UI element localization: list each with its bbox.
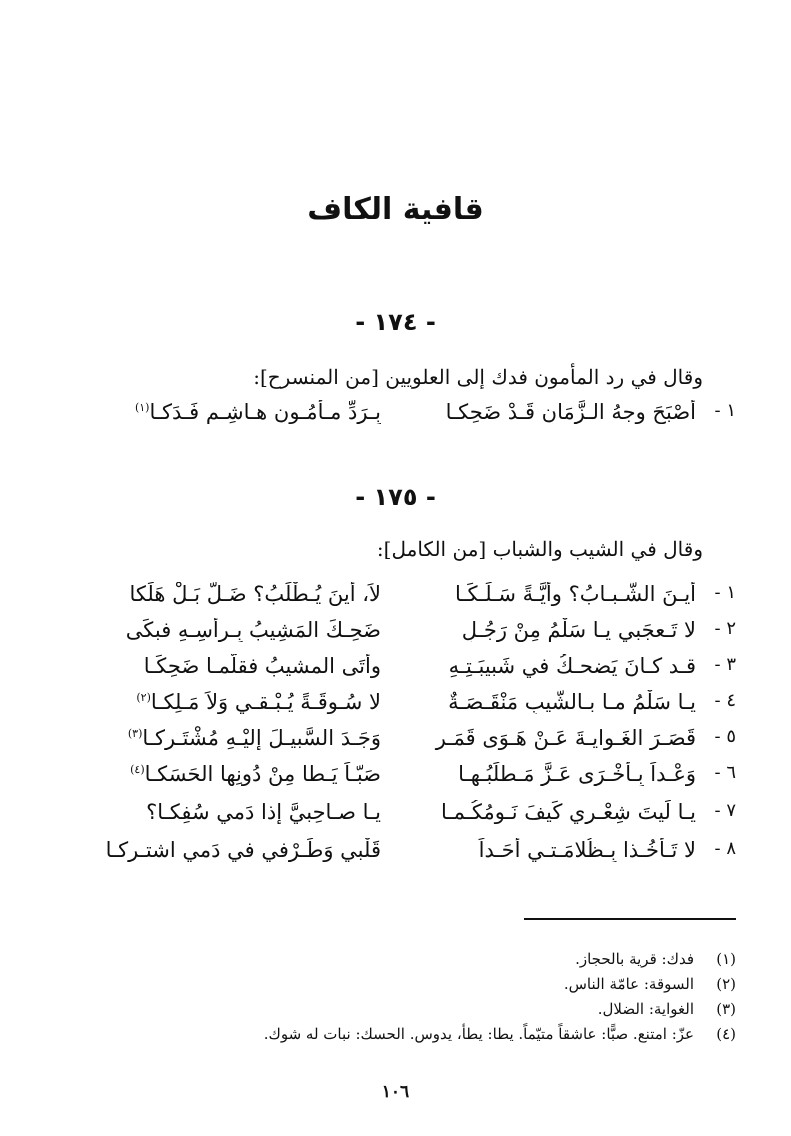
footnote-number: (١) [716, 950, 736, 968]
verse-second-hemistich [46, 582, 381, 606]
verse-number: ٢ - [714, 618, 736, 639]
verse-number: ٨ - [714, 838, 736, 859]
verse-second-hemistich [46, 654, 381, 678]
verse-first-hemistich: وَعْـداً بِـأُخْـرَى عَـزَّ مَـطلَبُـهـا [458, 762, 696, 786]
footnote-text: عزّ: امتنع. صبًّا: عاشقاً متيّماً. يطا: يطأ، يدوس. الحسك: نبات له شوك. [263, 1025, 694, 1043]
verse-row [46, 654, 736, 688]
footnote-number: (٣) [716, 1000, 736, 1018]
hemistich-text: بِـرَدِّ مـأمُـونِ هـاشِـمٍ فَـدَكـا [149, 400, 381, 424]
hemistich-text: يـا صـاحِبيَّ إذا دَمي سُفِكـا؟ [146, 800, 381, 824]
verse-row [46, 618, 736, 652]
verse-row [46, 762, 736, 796]
footnote-number: (٢) [716, 975, 736, 993]
verse-second-hemistich [46, 800, 381, 824]
footnote-ref: (١) [134, 401, 150, 414]
verse-second-hemistich [46, 838, 381, 862]
poem-number-175: - ١٧٥ - [355, 483, 436, 511]
hemistich-text: وأتَى المشيبُ فقلَّمـا ضَحِكَـا [143, 654, 381, 678]
verse-first-hemistich: قَصَـرَ الغَـوايـةَ عَـنْ هَـوَى قَمَـرٍ [435, 726, 696, 750]
poem-number-174: - ١٧٤ - [355, 308, 436, 336]
poem-intro-174: وقال في رد المأمون فدك إلى العلويين [من المنسرح]: [253, 365, 703, 389]
verse-row [46, 582, 736, 616]
page-number: ١٠٦ [381, 1082, 410, 1102]
verse-first-hemistich: أيـنَ الشَّـبـابُ؟ وأيَّـةً سَـلَـكَـا [455, 582, 696, 606]
footnote [46, 1025, 736, 1049]
verse-first-hemistich: أَصْبَحَ وجهُ الـزَّمَانِ قَـدْ ضَحِكـا [445, 400, 696, 424]
footnote [46, 1000, 736, 1024]
footnote [46, 950, 736, 974]
footnote-text: فدك: قرية بالحجاز. [575, 950, 694, 968]
verse-number: ٤ - [714, 690, 736, 711]
verse-second-hemistich [46, 726, 381, 750]
verse-number: ١ - [714, 582, 736, 603]
hemistich-text: صَبّـاً يَـطا مِنْ دُونِها الحَسَكـا [144, 762, 381, 786]
footnote-text: الغواية: الضلال. [597, 1000, 694, 1018]
verse-number: ٣ - [714, 654, 736, 675]
footnote-ref: (٢) [136, 691, 151, 704]
verse-row [46, 800, 736, 834]
verse-row [46, 400, 736, 434]
verse-row [46, 838, 736, 872]
hemistich-text: ضَحِـكَ المَشِيبُ بِـرأسِـهِ فبكَى [125, 618, 381, 642]
footnote-ref: (٤) [130, 763, 145, 776]
footnote-text: السوقة: عامّة الناس. [563, 975, 694, 993]
hemistich-text: وَجَـدَ السَّبيـلَ إليْـهِ مُشْتَـرِكـا [142, 726, 381, 750]
footnote-number: (٤) [716, 1025, 736, 1043]
verse-second-hemistich [46, 400, 381, 424]
hemistich-text: لا سُـوقَـةً يُـبْـقـي وَلاَ مَـلِكـا [150, 690, 381, 714]
verse-second-hemistich [46, 690, 381, 714]
verse-first-hemistich: يـا لَيتَ شِعْـري كَيفَ نَـومُكُـمـا [441, 800, 696, 824]
verse-first-hemistich: لا تَـأْخُـذا بِـظُلامَـتـي أَحَـداً [478, 838, 696, 862]
verse-second-hemistich [46, 762, 381, 786]
verse-second-hemistich [46, 618, 381, 642]
poem-intro-175: وقال في الشيب والشباب [من الكامل]: [376, 537, 703, 561]
verse-number: ٥ - [714, 726, 736, 747]
verse-number: ٧ - [714, 800, 736, 821]
footnote [46, 975, 736, 999]
verse-number: ٦ - [714, 762, 736, 783]
verse-first-hemistich: يـا سَلْمُ مـا بـالشَّيبِ مَنْقَـصَـةٌ [448, 690, 696, 714]
verse-number: ١ - [714, 400, 736, 421]
verse-first-hemistich: قـد كـانَ يَضحـكُ في شَبيبَـتِـهِ [448, 654, 696, 678]
hemistich-text: قَلْبي وَطَـرْفي في دَمي اشتـركـا [105, 838, 381, 862]
verse-first-hemistich: لا تَـعجَبي يـا سَلْمُ مِنْ رَجُـلٍ [461, 618, 696, 642]
verse-row [46, 726, 736, 760]
chapter-title: قافية الكاف [307, 192, 484, 227]
footnote-separator [524, 918, 736, 920]
footnote-ref: (٣) [127, 727, 143, 740]
verse-row [46, 690, 736, 724]
hemistich-text: لاَ، أينَ يُـطْلَبُ؟ ضَـلَّ بَـلْ هَلَكا [129, 582, 381, 606]
